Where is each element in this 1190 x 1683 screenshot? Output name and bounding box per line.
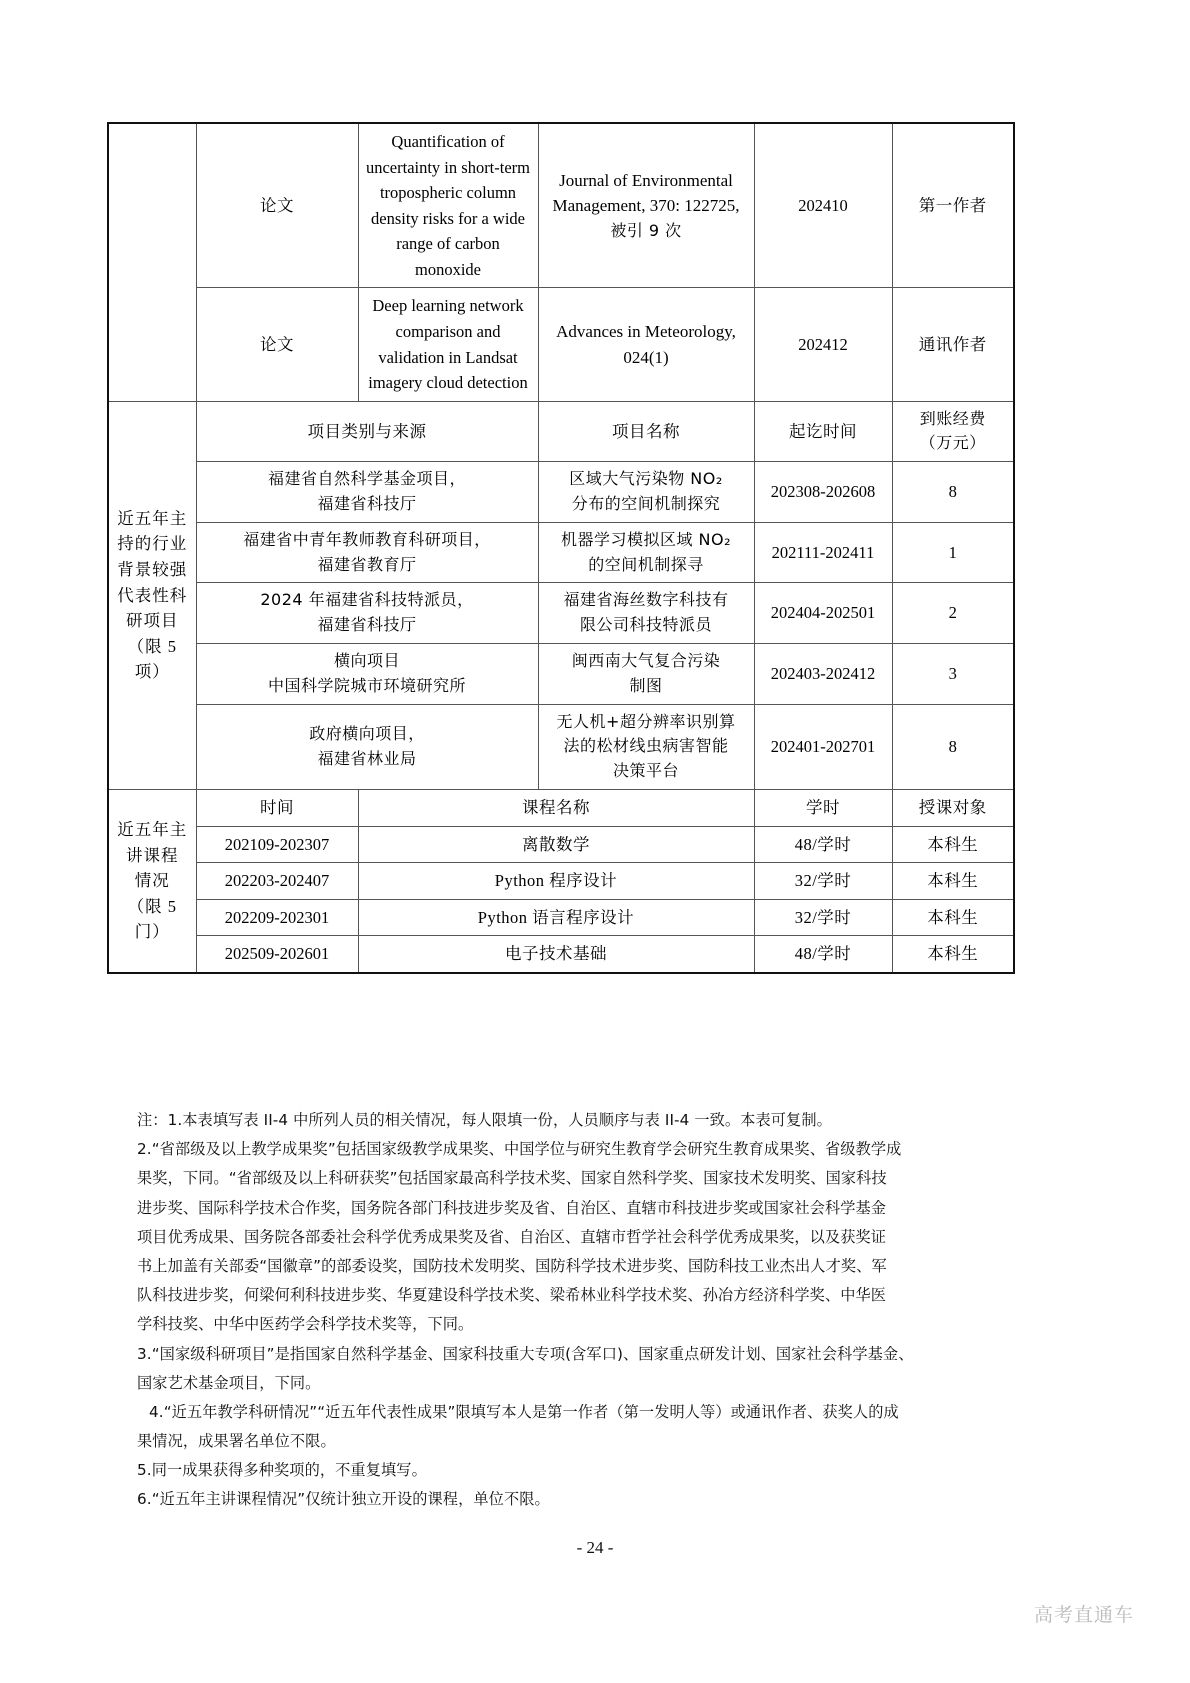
- project-period-4: 202403-202412: [754, 644, 892, 705]
- paper-date-2: 202412: [754, 288, 892, 401]
- note-item-7: 队科技进步奖，何梁何利科技进步奖、华夏建设科学技术奖、梁希林业科学技术奖、孙冶方经济科学奖、中华医: [137, 1286, 887, 1305]
- project-name-1-line2: 分布的空间机制探究: [571, 494, 721, 514]
- course-time-2: 202203-202407: [196, 863, 358, 900]
- project-source-4-line2: 中国科学院城市环境研究所: [267, 675, 466, 695]
- course-name-4: 电子技术基础: [358, 936, 754, 973]
- table-row-courses-header: [108, 789, 1014, 826]
- courses-section-label: [108, 789, 196, 972]
- course-hours-4: 48/学时: [754, 936, 892, 973]
- project-period-2: 202111-202411: [754, 522, 892, 583]
- projects-header-category-source: 项目类别与来源: [196, 401, 538, 462]
- table-row-projects-header: [108, 401, 1014, 462]
- project-period-3: 202404-202501: [754, 583, 892, 644]
- table-row-project-4: [108, 644, 1014, 705]
- projects-label-line-4: 代表性科: [117, 585, 188, 605]
- table-row-paper-2: [108, 288, 1014, 401]
- paper-role-1: 第一作者: [892, 123, 1014, 288]
- project-name-4: [538, 644, 754, 705]
- note-item-1: [107, 1106, 1013, 1135]
- project-source-3-line2: 福建省科技厅: [317, 615, 417, 635]
- course-audience-2: 本科生: [892, 863, 1014, 900]
- watermark-label: 高考直通车: [1033, 1604, 1134, 1626]
- note-item-12: 果情况，成果署名单位不限。: [137, 1432, 336, 1451]
- project-source-2-line1: 福建省中青年教师教育科研项目，: [243, 529, 491, 549]
- project-funding-2: 1: [892, 522, 1014, 583]
- notes-label: 注：: [137, 1111, 168, 1129]
- projects-label-line-2: 持的行业: [117, 534, 188, 554]
- table-row-project-1: [108, 462, 1014, 523]
- project-name-3-line2: 限公司科技特派员: [579, 615, 712, 635]
- note-item-14: 6.“近五年主讲课程情况”仅统计独立开设的课程，单位不限。: [137, 1490, 550, 1509]
- note-item-13: 5.同一成果获得多种奖项的，不重复填写。: [137, 1461, 427, 1480]
- project-name-2-line1: 机器学习模拟区域 NO₂: [560, 529, 732, 549]
- note-item-5: 项目优秀成果、国务院各部委社会科学优秀成果奖及省、自治区、直辖市哲学社会科学优秀成果奖，以及获奖证: [137, 1227, 887, 1246]
- project-name-1-line1: 区域大气污染物 NO₂: [569, 469, 723, 489]
- note-item-4: 进步奖、国际科学技术合作奖，国务院各部门科技进步奖及省、自治区、直辖市科技进步奖或国家社会科学基金: [137, 1198, 887, 1217]
- project-source-5: [196, 704, 538, 789]
- courses-header-audience: 授课对象: [892, 789, 1014, 826]
- course-hours-1: 48/学时: [754, 826, 892, 863]
- projects-header-period: 起讫时间: [754, 401, 892, 462]
- project-source-1: [196, 462, 538, 523]
- paper-journal-1: [538, 123, 754, 288]
- paper-role-2: 通讯作者: [892, 288, 1014, 401]
- project-source-2: [196, 522, 538, 583]
- projects-label-line-5: 研项目: [126, 611, 179, 631]
- paper-journal-1-line1: Journal of Environmental Management, 370: 122725,: [552, 170, 740, 216]
- project-name-2-line2: 的空间机制探寻: [588, 554, 704, 574]
- project-name-1: [538, 462, 754, 523]
- projects-label-line-1: 近五年主: [117, 508, 188, 528]
- project-funding-5: 8: [892, 704, 1014, 789]
- paper-type-2: 论文: [196, 288, 358, 401]
- paper-journal-2: [538, 288, 754, 401]
- project-name-5: [538, 704, 754, 789]
- course-time-3: 202209-202301: [196, 899, 358, 936]
- courses-header-time: 时间: [196, 789, 358, 826]
- note-item-8: 学科技奖、中华中医药学会科学技术奖等，下同。: [137, 1315, 474, 1334]
- table-row-project-3: [108, 583, 1014, 644]
- project-period-1: 202308-202608: [754, 462, 892, 523]
- project-source-5-line2: 福建省林业局: [317, 748, 417, 768]
- main-table: [107, 122, 1015, 974]
- paper-type-1: 论文: [196, 123, 358, 288]
- project-source-4: [196, 644, 538, 705]
- projects-section-label: [108, 401, 196, 789]
- projects-label-line-3: 背景较强: [117, 559, 188, 579]
- paper-title-2: Deep learning network comparison and validation in Landsat imagery cloud detection: [358, 288, 538, 401]
- table-sheet: [107, 122, 1013, 974]
- courses-label-line-3: 情况: [134, 871, 170, 891]
- project-funding-4: 3: [892, 644, 1014, 705]
- courses-header-hours: 学时: [754, 789, 892, 826]
- project-source-1-line1: 福建省自然科学基金项目，: [267, 469, 466, 489]
- projects-header-name: 项目名称: [538, 401, 754, 462]
- project-source-5-line1: 政府横向项目，: [309, 723, 425, 743]
- note-item-2: 2.“省部级及以上教学成果奖”包括国家级教学成果奖、中国学位与研究生教育学会研究生教育成果奖、省级教学成: [137, 1140, 902, 1159]
- project-name-5-line3: 决策平台: [612, 761, 679, 781]
- table-row-course-1: [108, 826, 1014, 863]
- page-number: - 24 -: [576, 1538, 614, 1557]
- table-row-course-3: [108, 899, 1014, 936]
- projects-header-funding: [892, 401, 1014, 462]
- note-item-10: 国家艺术基金项目，下同。: [137, 1373, 321, 1392]
- project-name-4-line1: 闽西南大气复合污染: [571, 651, 721, 670]
- courses-header-name: 课程名称: [358, 789, 754, 826]
- projects-header-funding-line1: 到账经费: [919, 408, 986, 428]
- note-item-11: 4.“近五年教学科研情况”“近五年代表性成果”限填写本人是第一作者（第一发明人等）或通讯作者、获奖人的成: [149, 1402, 899, 1421]
- note-item-6: 书上加盖有关部委“国徽章”的部委设奖，国防技术发明奖、国防科学技术进步奖、国防科技工业杰出人才奖、军: [137, 1256, 887, 1275]
- course-name-2: Python 程序设计: [358, 863, 754, 900]
- courses-label-line-4: （限 5 门）: [127, 896, 177, 942]
- project-source-2-line2: 福建省教育厅: [317, 554, 417, 574]
- note-text-1: 1.本表填写表 II-4 中所列人员的相关情况，每人限填一份，人员顺序与表 II-4 一致。本表可复制。: [167, 1111, 832, 1129]
- paper-section-label-empty: [108, 123, 196, 401]
- course-time-1: 202109-202307: [196, 826, 358, 863]
- table-row-course-4: [108, 936, 1014, 973]
- projects-header-funding-unit: （万元）: [919, 433, 986, 453]
- course-time-4: 202509-202601: [196, 936, 358, 973]
- course-name-3: Python 语言程序设计: [358, 899, 754, 936]
- course-hours-2: 32/学时: [754, 863, 892, 900]
- project-name-3: [538, 583, 754, 644]
- course-hours-3: 32/学时: [754, 899, 892, 936]
- course-audience-1: 本科生: [892, 826, 1014, 863]
- project-funding-3: 2: [892, 583, 1014, 644]
- project-name-2: [538, 522, 754, 583]
- project-name-3-line1: 福建省海丝数字科技有: [563, 590, 729, 610]
- paper-citations-1: 被引 9 次: [610, 220, 682, 240]
- table-row-course-2: [108, 863, 1014, 900]
- table-row-project-5: [108, 704, 1014, 789]
- project-name-5-line2: 法的松材线虫病害智能: [563, 736, 729, 756]
- paper-title-1: Quantification of uncertainty in short-term tropospheric column density risks for a wide range of carbon monoxide: [358, 123, 538, 288]
- project-period-5: 202401-202701: [754, 704, 892, 789]
- project-name-5-line1: 无人机+超分辨率识别算: [556, 711, 736, 731]
- project-source-3: [196, 583, 538, 644]
- course-audience-3: 本科生: [892, 899, 1014, 936]
- project-source-4-line1: 横向项目: [333, 651, 400, 670]
- project-funding-1: 8: [892, 462, 1014, 523]
- table-row-paper-1: [108, 123, 1014, 288]
- courses-label-line-1: 近五年主: [117, 819, 188, 839]
- courses-label-line-2: 讲课程: [126, 845, 179, 865]
- paper-journal-2-line1: Advances in Meteorology, 024(1): [556, 322, 736, 367]
- note-item-9: 3.“国家级科研项目”是指国家自然科学基金、国家科技重大专项(含军口)、国家重点研发计划、国家社会科学基金、: [137, 1344, 914, 1363]
- table-row-project-2: [108, 522, 1014, 583]
- project-name-4-line2: 制图: [629, 675, 663, 695]
- note-item-3: 果奖，下同。“省部级及以上科研获奖”包括国家最高科学技术奖、国家自然科学奖、国家技术发明奖、国家科技: [137, 1169, 887, 1188]
- paper-date-1: 202410: [754, 123, 892, 288]
- projects-label-line-6: （限 5 项）: [127, 636, 177, 682]
- course-name-1: 离散数学: [358, 826, 754, 863]
- project-source-1-line2: 福建省科技厅: [317, 494, 417, 514]
- notes-block: [107, 1106, 1013, 1515]
- project-source-3-line1: 2024 年福建省科技特派员，: [260, 590, 474, 610]
- course-audience-4: 本科生: [892, 936, 1014, 973]
